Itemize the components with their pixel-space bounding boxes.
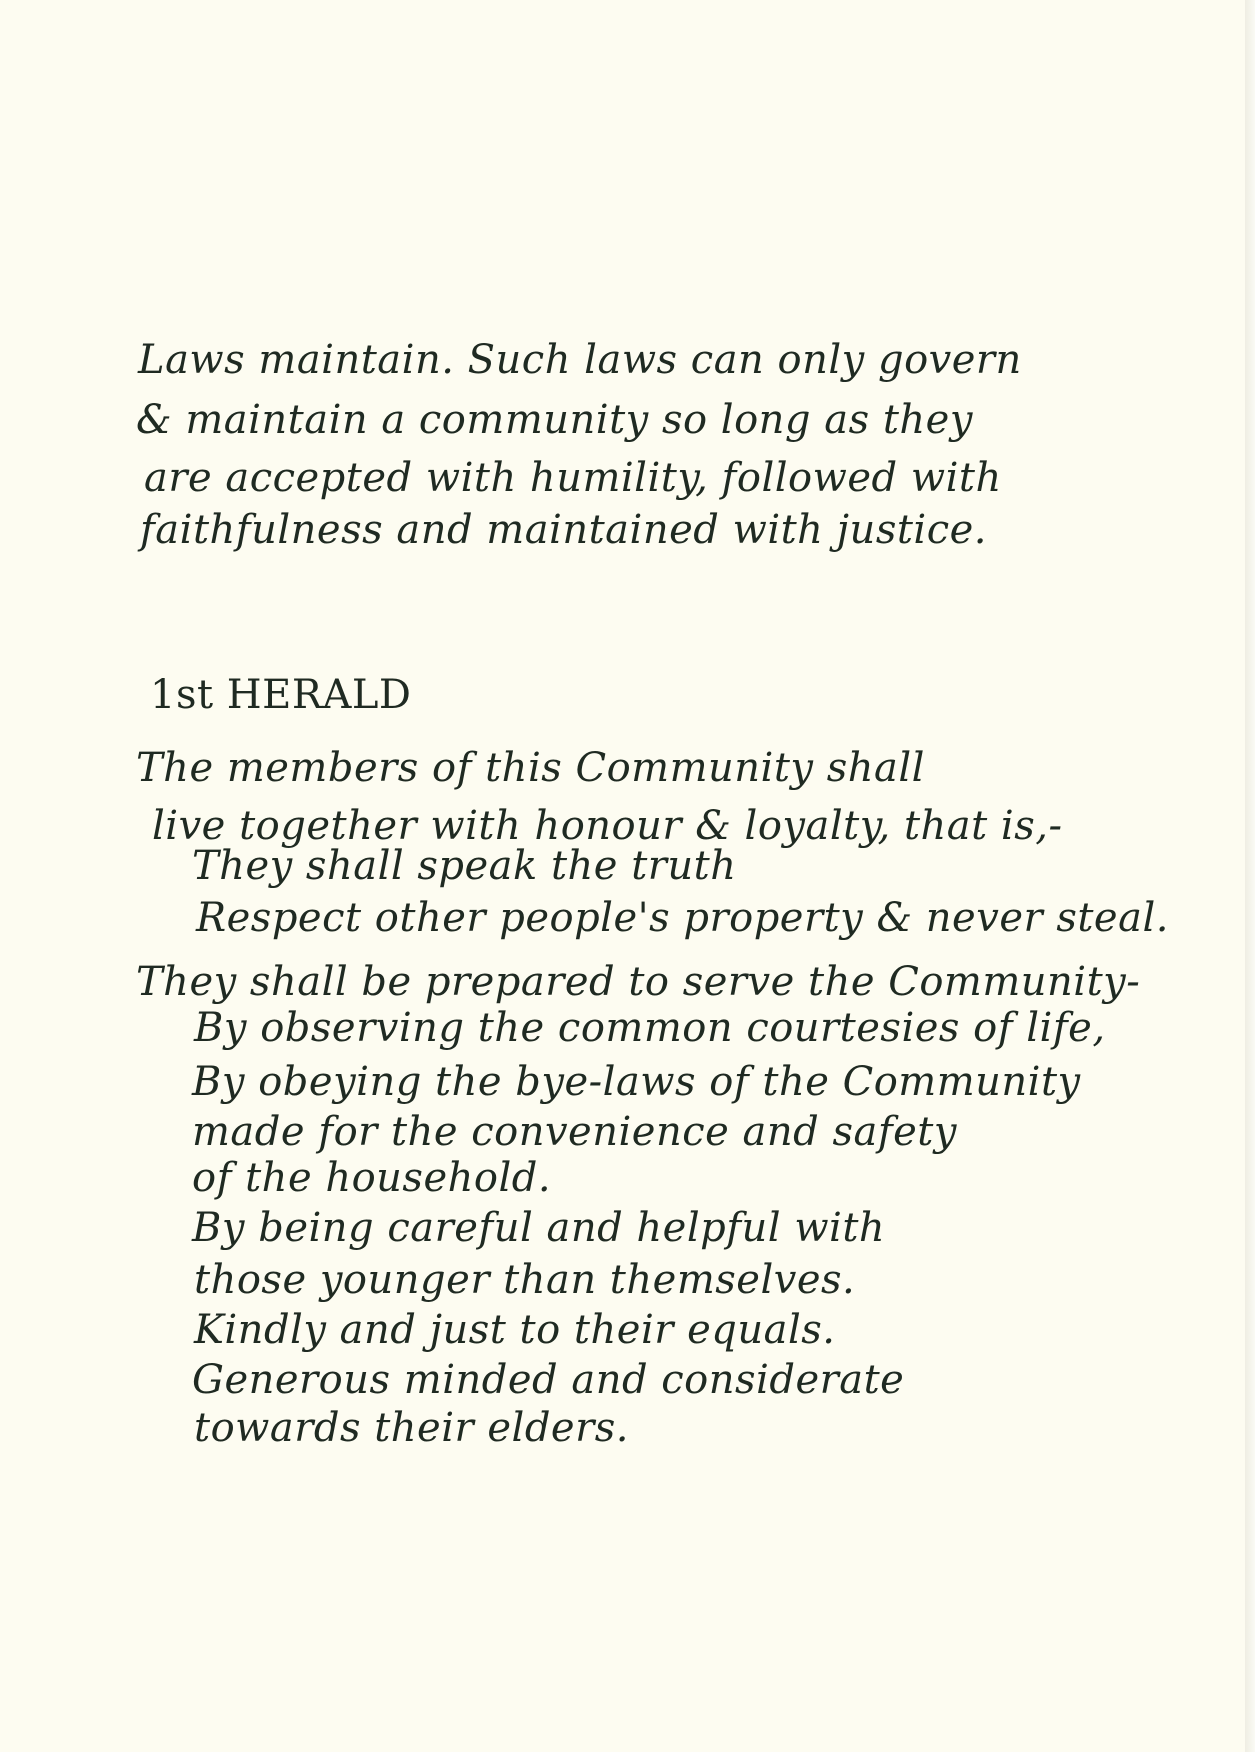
- page-edge: [1245, 0, 1255, 1752]
- herald-service-line-5: of the household.: [192, 1155, 552, 1201]
- herald-service-line-10: towards their elders.: [194, 1405, 629, 1451]
- herald-intro-line-4: Respect other people's property & never steal.: [196, 895, 1169, 941]
- opening-line-1: Laws maintain. Such laws can only govern: [138, 337, 1022, 383]
- herald-service-line-3: By obeying the bye-laws of the Community: [192, 1059, 1081, 1105]
- opening-line-3: are accepted with humility, followed with: [144, 455, 1002, 501]
- opening-line-2: & maintain a community so long as they: [136, 397, 973, 443]
- herald-intro-line-1: The members of this Community shall: [136, 745, 925, 791]
- herald-intro-line-2: live together with honour & loyalty, that is,-: [152, 803, 1063, 849]
- herald-service-line-8: Kindly and just to their equals.: [194, 1307, 836, 1353]
- herald-service-line-4: made for the convenience and safety: [192, 1109, 957, 1155]
- herald-heading: 1st HERALD: [150, 672, 412, 718]
- herald-service-line-9: Generous minded and considerate: [192, 1357, 905, 1403]
- herald-service-line-2: By observing the common courtesies of life,: [194, 1005, 1106, 1051]
- herald-intro-line-3: They shall speak the truth: [192, 843, 737, 889]
- herald-service-line-7: those younger than themselves.: [194, 1257, 856, 1303]
- herald-service-line-1: They shall be prepared to serve the Community-: [136, 959, 1141, 1005]
- opening-line-4: faithfulness and maintained with justice.: [140, 507, 988, 553]
- herald-service-line-6: By being careful and helpful with: [192, 1205, 886, 1251]
